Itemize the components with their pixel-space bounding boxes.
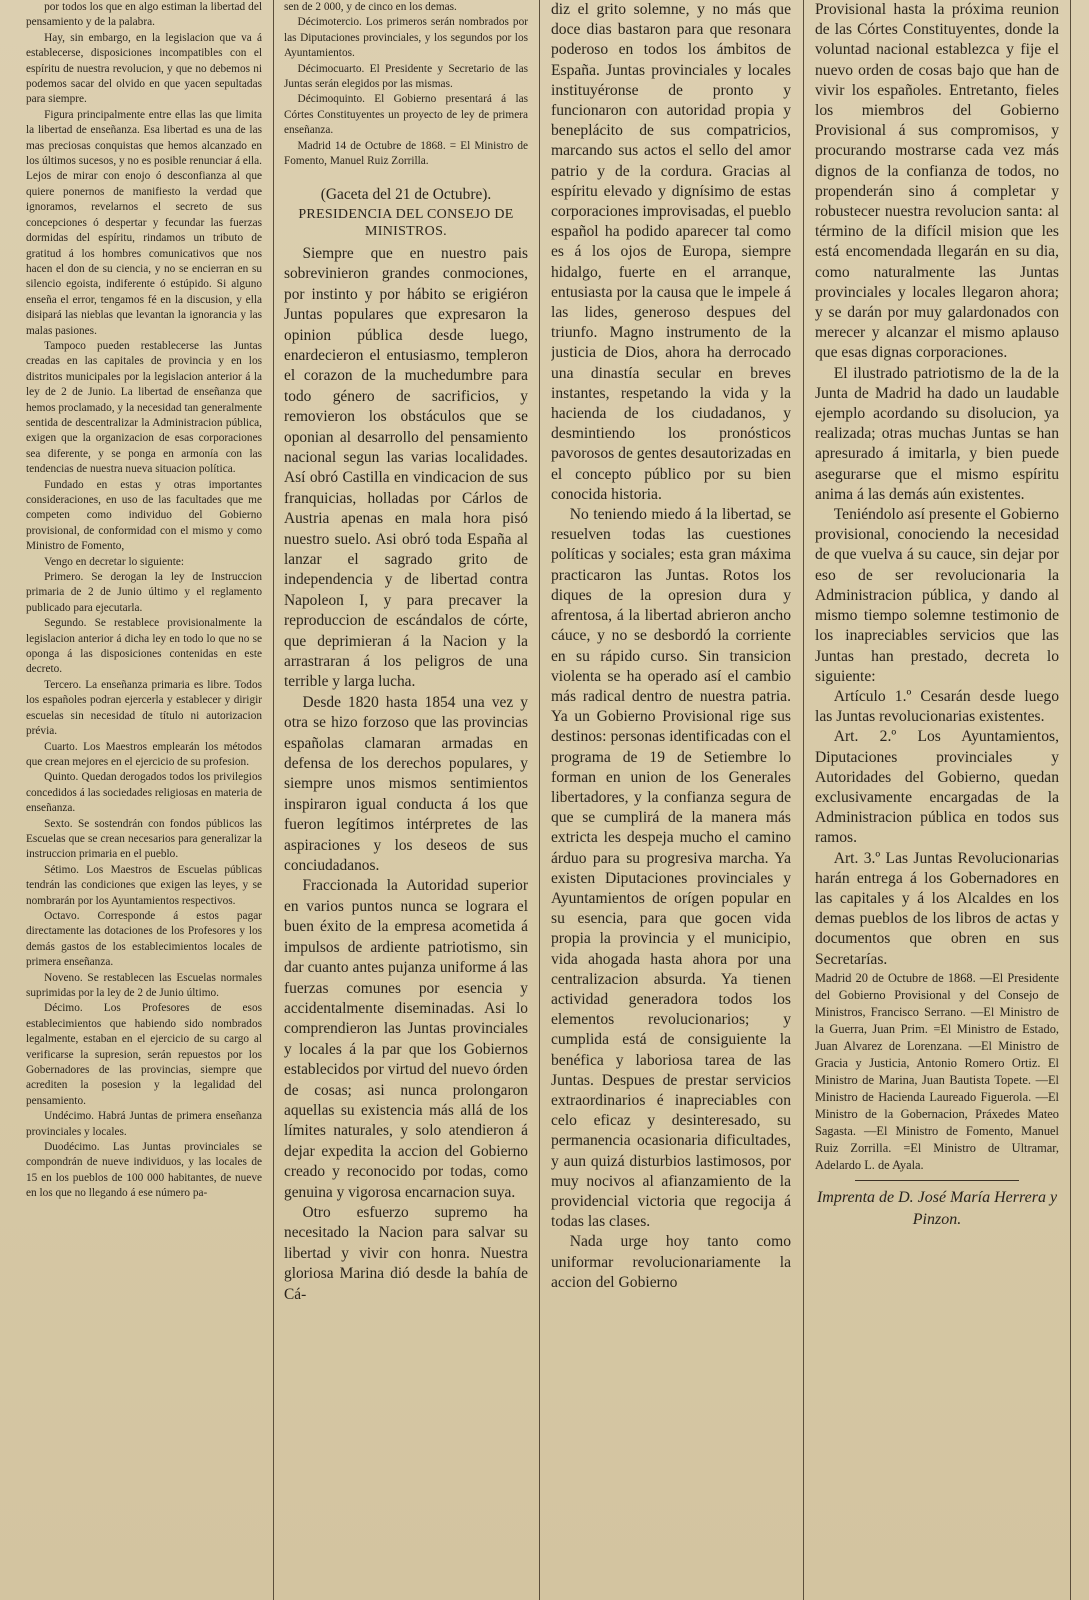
decree-continuation (284, 0, 528, 169)
paragraph: por todos los que en algo estiman la libertad del pensamiento y de la palabra. (26, 1, 262, 29)
column-rule (539, 0, 540, 1600)
decree-article: Sexto. Se sostendrán con fondos públicos las Escuelas que se crean necesarios para generalizar la instruccion primaria en el pueblo. (26, 817, 262, 861)
decree-article: Noveno. Se restablecen las Escuelas normales suprimidas por la ley de 2 de Junio último. (26, 971, 262, 999)
decree-signature: Madrid 20 de Octubre de 1868. —El Presidente del Gobierno Provisional y del Consejo de Ministros, Francisco Serrano. —El Ministro de la Guerra, Juan Prim. =El Ministro de Estado, Juan Alvarez de Lorenzana. —El Ministro de Gracia y Justicia, Antonio Romero Ortiz. El Ministro de Marina, Juan Bautista Topete. —El Ministro de Hacienda Laureado Figuerola. —El Ministro de la Gobernacion, Práxedes Mateo Sagasta. —El Ministro de Fomento, Manuel Ruiz Zorrilla. =El Ministro de Ultramar, Adelardo L. de Ayala. (815, 970, 1059, 1172)
column-3 (551, 0, 791, 1600)
paragraph: Otro esfuerzo supremo ha necesitado la Nacion para salvar su libertad y vivir con honra. Nuestra gloriosa Marina dió desde la bahía de Cá- (284, 1203, 528, 1303)
decree-article: Décimo. Los Profesores de esos establecimientos que habiendo sido nombrados legalmente, estaban en el ejercicio de su cargo al verificarse la supresion, serán repuestos por los Gobernadores de las provincias, siempre que acrediten la posesion y la legalidad del pensamiento. (26, 1002, 262, 1107)
decree-article: Décimotercio. Los primeros serán nombrados por las Diputaciones provinciales, y los segundos por los Ayuntamientos. (284, 16, 528, 60)
column-rule (803, 0, 804, 1600)
decree-article: Artículo 1.º Cesarán desde luego las Juntas revolucionarias existentes. (815, 687, 1059, 726)
decree-article: Art. 2.º Los Ayuntamientos, Diputaciones provinciales y Autoridades del Gobierno, quedan exclusivamente encargadas de la Administracion pública en todos sus ramos. (815, 728, 1059, 847)
paragraph: diz el grito solemne, y no más que doce dias bastaron para que resonara poderoso en todos los ámbitos de España. Juntas provinciales y locales instituyéronse de pronto y funcionaron con autoridad propia y beneplácito de sus compatricios, marcando sus actos el sello del amor patrio y de la cordura. Gracias al espíritu elevado y dignísimo de estas corporaciones improvisadas, el pueblo español ha podido aparecer tal como es á los ojos de Europa, siempre hidalgo, fuerte en el arranque, entusiasta por la causa que le impele á las lides, generoso despues del triunfo. Magno instrumento de la justicia de Dios, ahora ha derrocado una dinastía secular en breves instantes, respetando la vida y la hacienda de los ciudadanos, y desmintiendo los pronósticos pavorosos de gentes desautorizadas en el concepto público por su bien conocida historia. (551, 1, 791, 503)
paragraph: Teniéndolo así presente el Gobierno provisional, conociendo la necesidad de que vuelva á su cauce, sin dejar por eso de ser revolucionaria la Administracion pública, y dando al mismo tiempo solemne testimonio de los inapreciables servicios que las Juntas han prestado, decreta lo siguiente: (815, 506, 1059, 685)
decree-article: Segundo. Se restablece provisionalmente la legislacion anterior á dicha ley en todo lo que no se oponga á las disposiciones contenidas en este decreto. (26, 617, 262, 676)
gazette-citation: (Gaceta del 21 de Octubre). (320, 186, 492, 204)
decree-article: Primero. Se derogan la ley de Instruccion primaria de 2 de Junio último y el reglamento publicado para ejecutarla. (26, 571, 262, 614)
paragraph: Fraccionada la Autoridad superior en varios puntos nunca se lograra el buen éxito de la empresa acometida á impulsos de ardiente patriotismo, sin dar cuanto antes pujanza uniforme á las fuerzas comunes por esencia y accidentalmente diseminadas. Asi lo comprendieron las Juntas provinciales y locales á la par que los Gobiernos establecidos por virtud del nuevo órden de cosas; asi nunca prolongaron aquellas su existencia más allá de los límites naturales, y solo atendieron á dejar expedita la accion del Gobierno creado y reconocido por todas, como genuina y vigorosa encarnacion suya. (284, 877, 528, 1201)
paragraph: Nada urge hoy tanto como uniformar revolucionariamente la accion del Gobierno (551, 1233, 791, 1291)
paragraph: El ilustrado patriotismo de la de la Junta de Madrid ha dado un laudable ejemplo acordando su disolucion, ya realizada; otras muchas Juntas se han apresurado á imitarla, y bien puede asegurarse que el mismo espíritu anima á las demás aún existentes. (815, 364, 1059, 503)
column-1 (26, 0, 262, 1600)
column-4 (815, 0, 1059, 1600)
decree-article: Undécimo. Habrá Juntas de primera enseñanza provinciales y locales. (26, 1110, 262, 1138)
paragraph: Fundado en estas y otras importantes consideraciones, en uso de las facultades que me competen como individuo del Gobierno provisional, de conformidad con el mismo y como Ministro de Fomento, (26, 478, 262, 553)
decree-article: Art. 3.º Las Juntas Revolucionarias harán entrega á los Gobernadores en las capitales y á los Alcaldes en los demas pueblos de los libros de actas y documentos que obren en sus Secretarías. (815, 849, 1059, 968)
section-heading: PRESIDENCIA DEL CONSEJO DE MINISTROS. (298, 206, 514, 239)
paragraph: Provisional hasta la próxima reunion de las Córtes Constituyentes, donde la voluntad nacional establezca y fije el nuevo orden de cosas bajo que han de vivir los españoles. Entretanto, fieles los miembros del Gobierno Provisional á sus compromisos, y procurando mostrarse cada vez más dignos de la confianza de todos, no propenderán sino á completar y robustecer nuestra revolucion santa: al término de la difícil mision que les está encomendada llegarán en su dia, como naturalmente las Juntas provinciales y locales llegaron ahora; y se darán por muy galardonados con merecer y alcanzar el mismo aplauso que esas dignas corporaciones. (815, 1, 1059, 362)
decree-article: Décimocuarto. El Presidente y Secretario de las Juntas serán elegidos por las mismas. (284, 62, 528, 91)
decree-article: sen de 2 000, y de cinco en los demas. (284, 1, 457, 13)
divider (855, 1180, 1019, 1181)
decree-article: Octavo. Corresponde á estos pagar directamente las dotaciones de los Profesores y los demás gastos de los establecimientos locales de primera enseñanza. (26, 909, 262, 969)
column-rule (1070, 0, 1071, 1600)
paragraph: No teniendo miedo á la libertad, se resuelven todas las cuestiones políticas y sociales; esta gran máxima practicaron las Juntas. Rotos los diques de la opresion dura y afrentosa, á la libertad abrieron ancho cáuce, y no se desbordó la corriente en su rápido curso. Sin transicion violenta se ha operado así el cambio más radical dentro de nuestra patria. Ya un Gobierno Provisional rige sus destinos: personas identificadas con el programa de 19 de Setiembre lo forman en union de los Generales libertadores, y la confianza segura de que se cumplirá de la manera más extricta les despeja mucho el camino árduo para su progresiva marcha. Ya existen Diputaciones provinciales y Ayuntamientos de orígen popular en su esencia, para que gocen vida propia la provincia y el municipio, vida ahogada hasta ahora por una centralizacion absurda. Ya tienen actividad generadora todos los elementos revolucionarios; y cumplida está de consiguiente la benéfica y laboriosa tarea de las Juntas. Despues de prestar servicios extraordinarios é inapreciables con celo eficaz y desinteresado, su permanencia ocasionaria dificultades, y aun quizá disturbios lastimosos, por muy nocivos al afianzamiento de la providencial victoria que regocija á todas las clases. (551, 506, 791, 1231)
decree-article: Décimoquinto. El Gobierno presentará á las Córtes Constituyentes un proyecto de ley de primera enseñanza. (284, 93, 528, 137)
column-2 (284, 0, 528, 1600)
column-rule (273, 0, 274, 1600)
decree-article: Tercero. La enseñanza primaria es libre. Todos los españoles podran ejercerla y establecer y dirigir escuelas sin necesidad de título ni autorizacion prévia. (26, 678, 262, 738)
paragraph: Hay, sin embargo, en la legislacion que va á establecerse, disposiciones incompatibles con el espíritu de nuestra revolucion, y que no debemos ni podemos sacar del olvido en que yacen sepultadas para siempre. (26, 31, 262, 106)
paragraph: Vengo en decretar lo siguiente: (44, 555, 184, 568)
decree-article: Cuarto. Los Maestros emplearán los métodos que crean mejores en el ejercicio de su profesion. (26, 740, 262, 768)
decree-article: Sétimo. Los Maestros de Escuelas públicas tendrán las condiciones que exigen las leyes, y se nombrarán por los Ayuntamientos respectivos. (26, 863, 262, 907)
decree-article: Duodécimo. Las Juntas provinciales se compondrán de nueve individuos, y las locales de 15 en los pueblos de 100 000 habitantes, de nueve en los que no llegando á ese número pa- (26, 1141, 262, 1200)
decree-article: Quinto. Quedan derogados todos los privilegios concedidos á las sociedades religiosas en materia de enseñanza. (26, 771, 262, 815)
printer-imprint: Imprenta de D. José María Herrera y Pinzon. (816, 1188, 1058, 1228)
paragraph: Siempre que en nuestro pais sobrevinieron grandes conmociones, por instinto y por hábito se erigiéron Juntas populares que expresaron la opinion pública desde luego, enardecieron el entusiasmo, templeron el corazon de la muchedumbre para todo género de sacrificios, y removieron los obstáculos que se oponian al desarrollo del pensamiento nacional segun las varias localidades. Así obró Castilla en vindicacion de sus franquicias, holladas por Cárlos de Austria apenas en mala hora pisó nuestro suelo. Asi obró toda España al lanzar el sagrado grito de independencia y de libertad contra Napoleon I, y para precaver la reproduccion de escándalos de córte, que deprimieran á la Nacion y la arrastraran á los peligros de una terrible y larga lucha. (284, 244, 528, 691)
paragraph: Tampoco pueden restablecerse las Juntas creadas en las capitales de provincia y en los distritos municipales por la legislacion anterior á la ley de 2 de Junio. La libertad de enseñanza que hemos proclamado, y la necesidad tan generalmente sentida de descentralizar la Administracion pública, exigen que la organizacion de esas corporaciones sea diferente, y se ponga en armonía con las tendencias de nuestra nueva situacion política. (26, 339, 262, 476)
paragraph: Figura principalmente entre ellas las que limita la libertad de enseñanza. Esa libertad es una de las mas preciosas conquistas que hemos alcanzado en los últimos sucesos, y no es posible renunciar á ella. Lejos de mirar con enojo ó desconfianza al que quiere ponernos de manifiesto la verdad que ignoramos, revelarnos el secreto de sus concepciones ó despertar y fecundar las fuerzas dormidas del espíritu, rindamos un tributo de gratitud á los hombres comunicativos que nos hacen el don de su ciencia, y no se encierran en su silencio egoista, indiferente ó estúpido. Si alguno enseña el error, tengamos fé en la discusion, y ella disipará las nieblas que levantan la ignorancia y las malas pasiones. (26, 108, 262, 337)
paragraph: Desde 1820 hasta 1854 una vez y otra se hizo forzoso que las provincias españolas clamaran armadas en defensa de los derechos populares, y siempre unos mismos sentimientos inspiraron igual conducta á los que fueron legítimos intérpretes de las aspiraciones y los deseos de sus conciudadanos. (284, 693, 528, 875)
decree-signature: Madrid 14 de Octubre de 1868. = El Ministro de Fomento, Manuel Ruiz Zorrilla. (284, 139, 528, 168)
